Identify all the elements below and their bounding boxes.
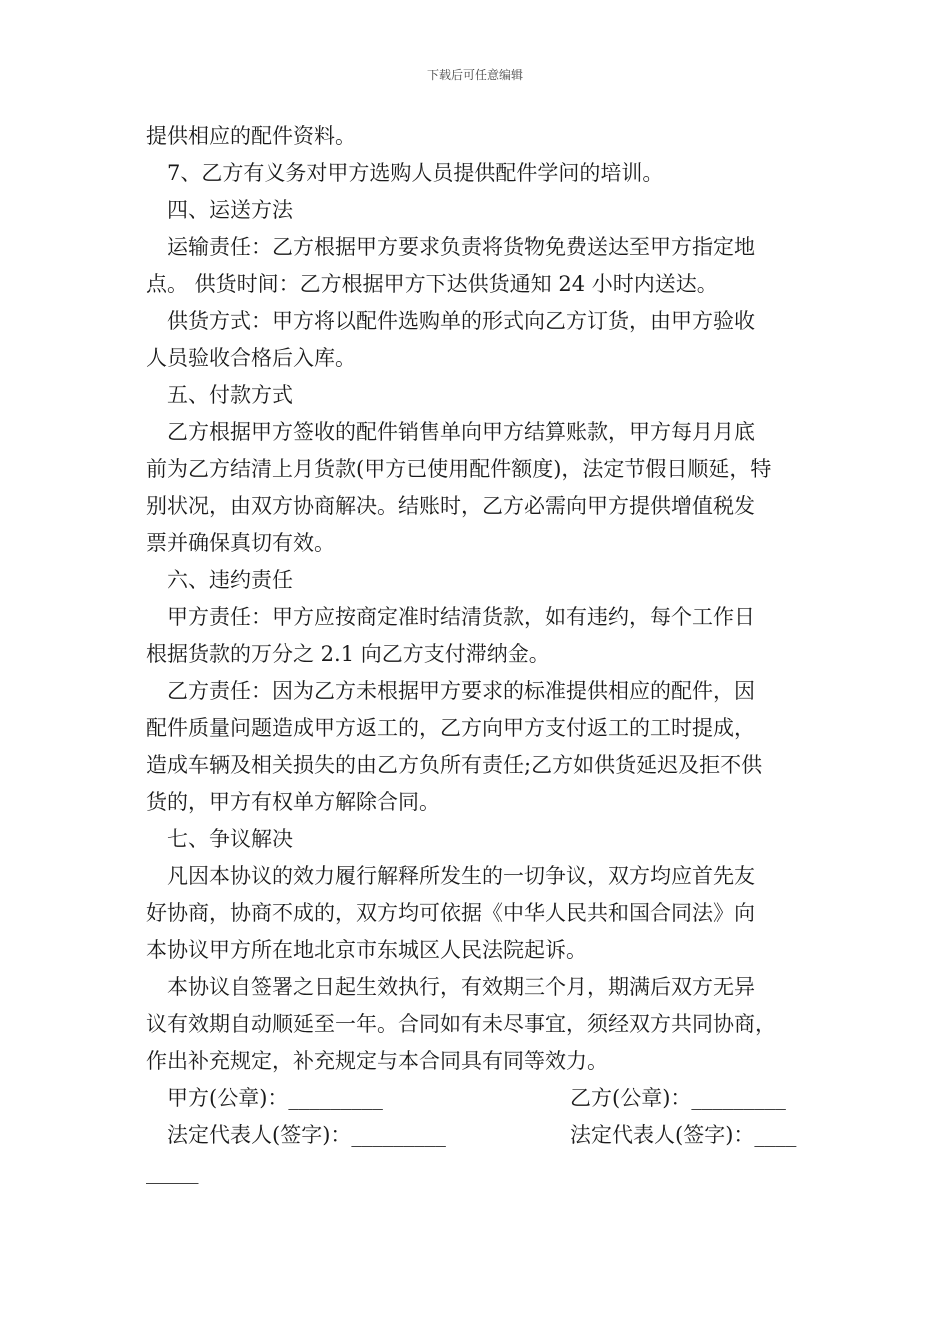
paragraph-line: 乙方责任：因为乙方未根据甲方要求的标准提供相应的配件，因: [167, 679, 755, 703]
paragraph-line: 本协议自签署之日起生效执行，有效期三个月，期满后双方无异: [167, 975, 755, 999]
paragraph-line: 甲方责任：甲方应按商定准时结清货款，如有违约，每个工作日: [167, 605, 755, 629]
paragraph-line: 票并确保真切有效。: [146, 531, 335, 555]
party-b-seal-field: 乙方(公章)：_________: [570, 1086, 786, 1110]
paragraph-line: 作出补充规定，补充规定与本合同具有同等效力。: [146, 1049, 608, 1073]
party-a-seal-field: 甲方(公章)：_________: [167, 1086, 383, 1110]
paragraph-line: 货的，甲方有权单方解除合同。: [146, 790, 440, 814]
section-heading: 六、违约责任: [167, 568, 293, 592]
representative-row: [146, 1117, 811, 1154]
contract-body: [146, 118, 811, 1191]
signature-line-continuation: _____: [146, 1160, 199, 1184]
party-a-representative-field: 法定代表人(签字)：_________: [167, 1123, 446, 1147]
seal-row: [146, 1080, 811, 1117]
section-heading: 四、运送方法: [167, 198, 293, 222]
paragraph-line: 前为乙方结清上月货款(甲方已使用配件额度)，法定节假日顺延，特: [146, 457, 772, 481]
paragraph-line: 7、乙方有义务对甲方选购人员提供配件学问的培训。: [167, 161, 664, 185]
section-heading: 七、争议解决: [167, 827, 293, 851]
paragraph-line: 点。 供货时间：乙方根据甲方下达供货通知 24 小时内送达。: [146, 272, 718, 296]
paragraph-line: 好协商，协商不成的，双方均可依据《中华人民共和国合同法》向: [146, 901, 755, 925]
party-b-representative-field: 法定代表人(签字)：____: [570, 1123, 797, 1147]
paragraph-line: 别状况，由双方协商解决。结账时，乙方必需向甲方提供增值税发: [146, 494, 755, 518]
paragraph-line: 凡因本协议的效力履行解释所发生的一切争议，双方均应首先友: [167, 864, 755, 888]
paragraph-line: 根据货款的万分之 2.1 向乙方支付滞纳金。: [146, 642, 550, 666]
section-heading: 五、付款方式: [167, 383, 293, 407]
paragraph-line: 本协议甲方所在地北京市东城区人民法院起诉。: [146, 938, 587, 962]
paragraph-line: 造成车辆及相关损失的由乙方负所有责任;乙方如供货延迟及拒不供: [146, 753, 763, 777]
paragraph-line: 供货方式：甲方将以配件选购单的形式向乙方订货，由甲方验收: [167, 309, 755, 333]
page-header: 下载后可任意编辑: [426, 68, 523, 82]
paragraph-line: 运输责任：乙方根据甲方要求负责将货物免费送达至甲方指定地: [167, 235, 755, 259]
paragraph-line: 配件质量问题造成甲方返工的，乙方向甲方支付返工的工时提成，: [146, 716, 755, 740]
paragraph-line: 提供相应的配件资料。: [146, 124, 356, 148]
paragraph-line: 人员验收合格后入库。: [146, 346, 356, 370]
paragraph-line: 议有效期自动顺延至一年。合同如有未尽事宜，须经双方共同协商，: [146, 1012, 776, 1036]
paragraph-line: 乙方根据甲方签收的配件销售单向甲方结算账款，甲方每月月底: [167, 420, 755, 444]
